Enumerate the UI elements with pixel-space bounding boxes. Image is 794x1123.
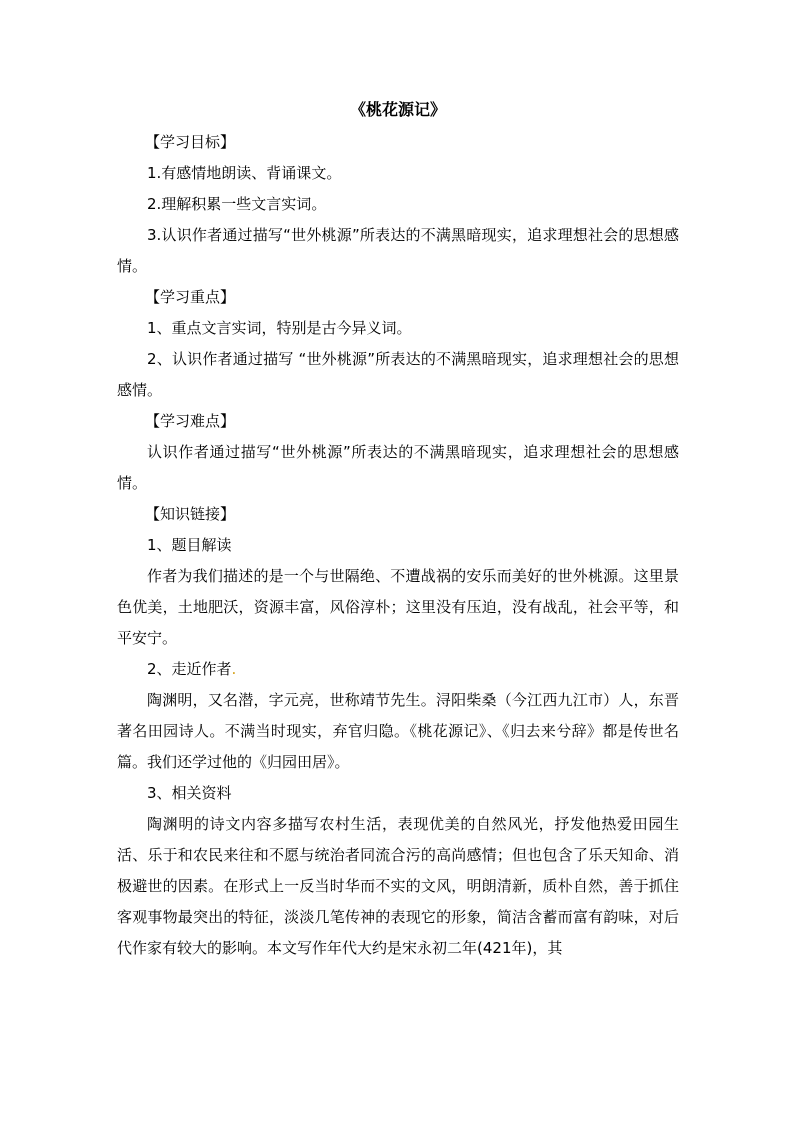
author-heading-label: 2、走近作者 — [147, 660, 232, 678]
highlight-dot: . — [231, 660, 237, 678]
related-material-heading: 3、相关资料 — [147, 784, 232, 802]
title-interpretation-text: 作者为我们描述的是一个与世隔绝、不遭战祸的安乐而美好的世外桃源。这里景色优美，土地肥沃，资源丰富，风俗淳朴；这里没有压迫，没有战乱，社会平等，和平安宁。 — [117, 567, 679, 647]
objective-item-3: 3.认识作者通过描写“世外桃源”所表达的不满黑暗现实，追求理想社会的思想感情。 — [117, 226, 679, 275]
author-heading — [117, 654, 679, 685]
difficulties-text: 认识作者通过描写“世外桃源”所表达的不满黑暗现实，追求理想社会的思想感情。 — [117, 443, 679, 492]
author-text: 陶渊明，又名潜，字元亮，世称靖节先生。浔阳柴桑（今江西九江市）人，东晋著名田园诗人。不满当时现实，弃官归隐。《桃花源记》、《归去来兮辞》都是传世名篇。我们还学过他的《归园田居》。 — [117, 691, 679, 771]
difficulties-heading: 【学习难点】 — [145, 412, 236, 430]
objectives-heading: 【学习目标】 — [145, 133, 236, 151]
keypoint-item-2: 2、认识作者通过描写 “世外桃源”所表达的不满黑暗现实，追求理想社会的思想感情。 — [117, 350, 679, 399]
objective-item-1: 1.有感情地朗读、背诵课文。 — [147, 164, 342, 182]
document-title: 《桃花源记》 — [349, 100, 446, 119]
related-material-text: 陶渊明的诗文内容多描写农村生活，表现优美的自然风光，抒发他热爱田园生活、乐于和农民来往和不愿与统治者同流合污的高尚感情；但也包含了乐天知命、消极避世的因素。在形式上一反当时华而不实的文风，明朗清新，质朴自然，善于抓住客观事物最突出的特征，淡淡几笔传神的表现它的形象，简洁含蓄而富有韵味，对后代作家有较大的影响。本文写作年代大约是宋永初二年(421年)，其 — [117, 815, 679, 957]
keypoints-heading: 【学习重点】 — [145, 288, 236, 306]
title-interpretation-heading: 1、题目解读 — [147, 536, 232, 554]
keypoint-item-1: 1、重点文言实词，特别是古今异义词。 — [147, 319, 412, 337]
objective-item-2: 2.理解积累一些文言实词。 — [147, 195, 327, 213]
knowledge-heading: 【知识链接】 — [145, 505, 236, 523]
document-content — [117, 94, 679, 964]
